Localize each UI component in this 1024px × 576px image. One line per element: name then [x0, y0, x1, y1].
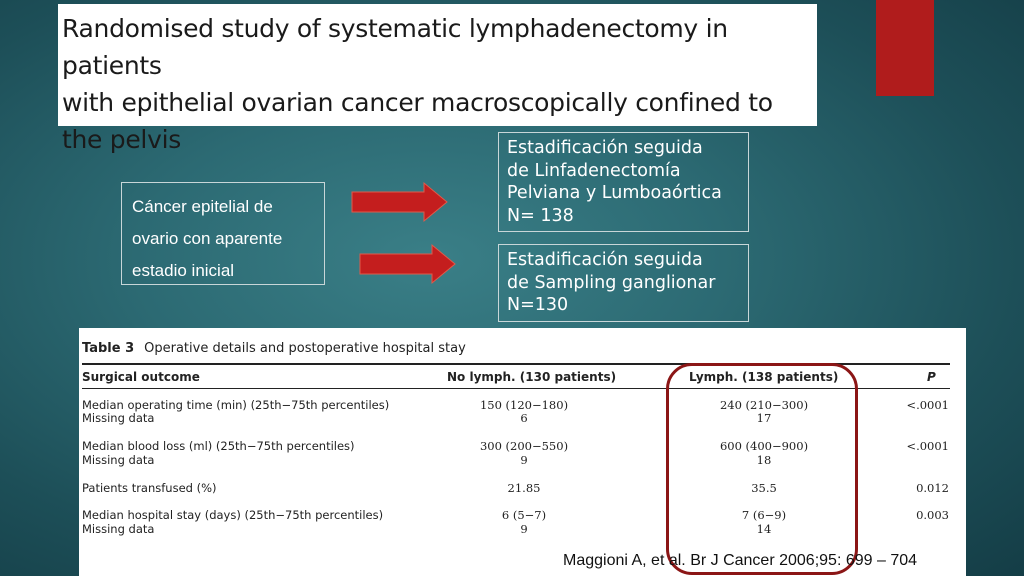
header-lymph: Lymph. (138 patients)	[689, 370, 839, 384]
row-label: Patients transfused (%)	[82, 481, 217, 495]
lymphadenectomy-arm-box	[498, 132, 749, 232]
sampling-arm-n: N=130	[507, 295, 569, 315]
cell-p: 0.012	[916, 481, 949, 495]
cell-no-lymph: 6 (5−7)	[501, 508, 547, 522]
table-number: Table 3	[82, 341, 135, 356]
cell-lymph: 17	[756, 411, 772, 425]
lymph-arm-line-2: de Linfadenectomía	[507, 160, 681, 181]
arrow-right-icon	[358, 243, 458, 285]
cell-no-lymph: 150 (120−180)	[479, 398, 569, 412]
header-surgical-outcome: Surgical outcome	[82, 370, 200, 384]
cell-p: <.0001	[906, 439, 949, 453]
title-line-2: with epithelial ovarian cancer macroscopically confined to	[62, 88, 773, 117]
lymph-arm-n: N= 138	[507, 205, 574, 226]
arrow-right-icon	[350, 181, 450, 223]
table-caption-text: Operative details and postoperative hospital stay	[144, 341, 466, 356]
table-caption	[82, 341, 466, 356]
title-line-1: Randomised study of systematic lymphadenectomy in patients	[62, 14, 728, 80]
results-table-panel	[79, 328, 966, 576]
cell-p: 0.003	[916, 508, 949, 522]
initial-stage-line-3: estadio inicial	[132, 261, 235, 280]
cell-lymph: 35.5	[751, 481, 777, 495]
title-line-3: the pelvis	[62, 125, 181, 154]
lymph-arm-line-1: Estadificación seguida	[507, 138, 703, 158]
cell-no-lymph: 300 (200−550)	[479, 439, 569, 453]
cell-lymph: 7 (6−9)	[741, 508, 787, 522]
sampling-arm-box	[498, 244, 749, 322]
row-label: Missing data	[82, 411, 155, 425]
header-p-value: P	[927, 370, 936, 384]
citation: Maggioni A, et al. Br J Cancer 2006;95: 699 – 704	[563, 552, 918, 569]
cell-lymph: 240 (210−300)	[719, 398, 809, 412]
lymph-column-highlight	[666, 363, 858, 575]
cell-no-lymph: 9	[520, 522, 528, 536]
row-label: Missing data	[82, 453, 155, 467]
cell-lymph: 14	[756, 522, 772, 536]
sampling-arm-line-1: Estadificación seguida	[507, 250, 703, 270]
cell-no-lymph: 6	[520, 411, 528, 425]
cell-no-lymph: 21.85	[507, 481, 541, 495]
row-label: Median hospital stay (days) (25th−75th percentiles)	[82, 508, 384, 522]
initial-stage-line-1: Cáncer epitelial de	[132, 197, 273, 216]
lymph-arm-line-3: Pelviana y Lumboaórtica	[507, 183, 722, 203]
cell-no-lymph: 9	[520, 453, 528, 467]
row-label: Missing data	[82, 522, 155, 536]
cell-p: <.0001	[906, 398, 949, 412]
header-no-lymph: No lymph. (130 patients)	[447, 370, 617, 384]
cell-lymph: 18	[756, 453, 772, 467]
row-label: Median blood loss (ml) (25th−75th percentiles)	[82, 439, 355, 453]
initial-stage-line-2: ovario con aparente	[132, 229, 283, 248]
row-label: Median operating time (min) (25th−75th percentiles)	[82, 398, 390, 412]
cell-lymph: 600 (400−900)	[719, 439, 809, 453]
accent-tab	[876, 0, 934, 96]
sampling-arm-line-2: de Sampling ganglionar	[507, 272, 716, 293]
initial-stage-box	[121, 182, 325, 285]
